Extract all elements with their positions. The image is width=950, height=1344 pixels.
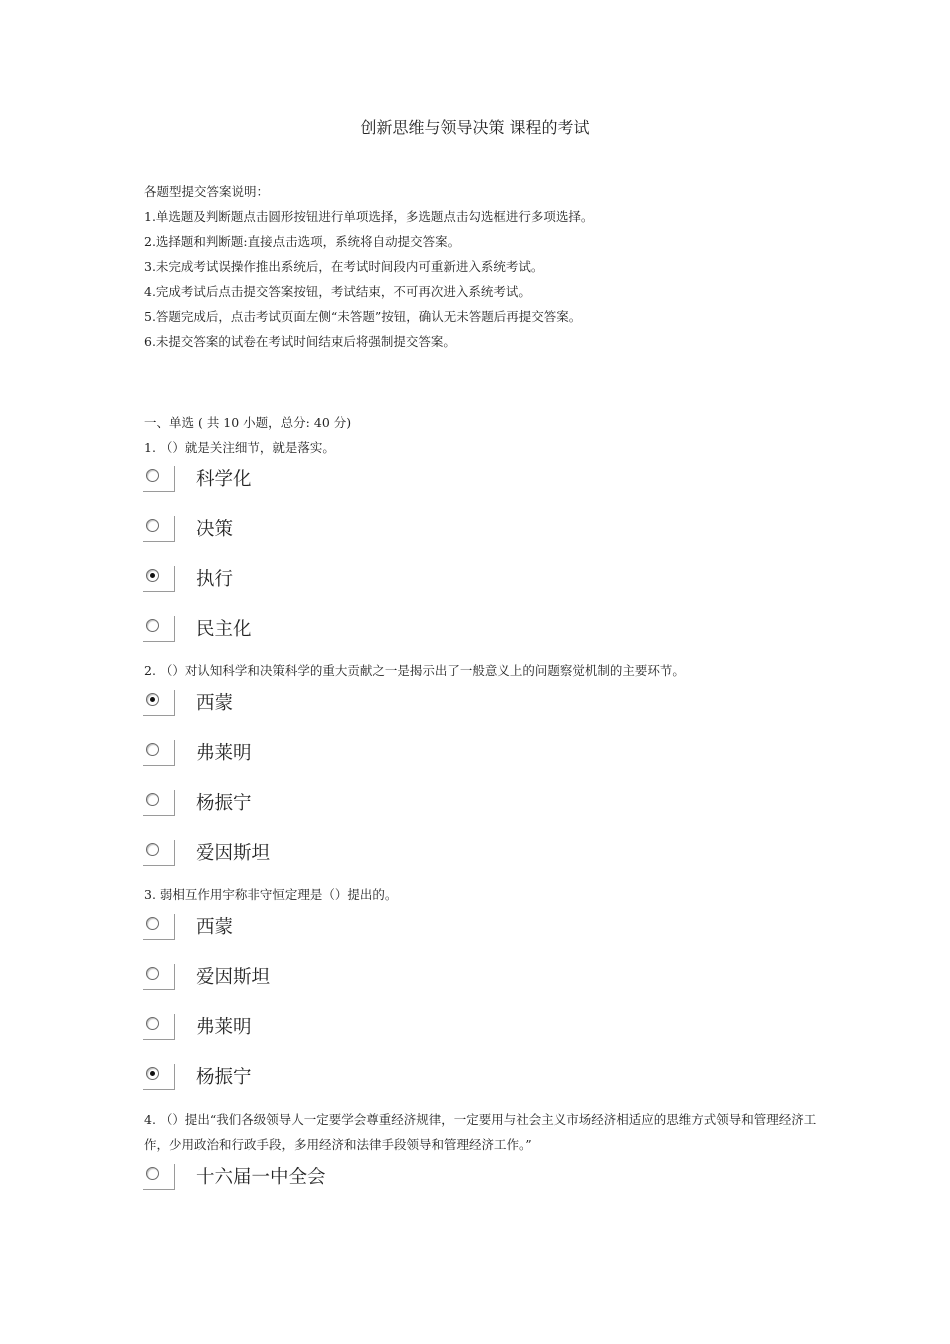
instruction-line: 1.单选题及判断题点击圆形按钮进行单项选择，多选题点击勾选框进行多项选择。 (144, 209, 594, 224)
page-title: 创新思维与领导决策 课程的考试 (360, 118, 590, 137)
radio-circle-icon (146, 469, 159, 482)
radio-circle-icon (146, 743, 159, 756)
question-text: 4. （）提出“我们各级领导人一定要学会尊重经济规律，一定要用与社会主义市场经济相适应的思维方式领导和管理经济工作，少用政治和行政手段，多用经济和法律手段领导和管理经济工作。” (144, 1112, 817, 1152)
option-label: 西蒙 (196, 917, 234, 938)
radio-button[interactable] (143, 1064, 175, 1090)
instruction-line: 3.未完成考试误操作推出系统后，在考试时间段内可重新进入系统考试。 (144, 259, 544, 274)
instruction-line: 2.选择题和判断题:直接点击选项，系统将自动提交答案。 (144, 234, 461, 249)
option-label: 弗莱明 (196, 743, 252, 764)
instruction-line: 4.完成考试后点击提交答案按钮，考试结束，不可再次进入系统考试。 (144, 284, 531, 299)
option-label: 科学化 (196, 469, 252, 490)
option-label: 决策 (196, 519, 234, 540)
radio-button[interactable] (143, 466, 175, 492)
section-heading: 一、单选 ( 共 10 小题，总分: 40 分) (144, 415, 352, 430)
instruction-line: 5.答题完成后，点击考试页面左侧“未答题”按钮，确认无未答题后再提交答案。 (144, 309, 582, 324)
radio-button[interactable] (143, 690, 175, 716)
radio-button[interactable] (143, 840, 175, 866)
instructions-heading: 各题型提交答案说明： (144, 184, 270, 199)
radio-button[interactable] (143, 566, 175, 592)
radio-circle-icon (146, 619, 159, 632)
radio-circle-icon (146, 1167, 159, 1180)
radio-circle-icon (146, 843, 159, 856)
radio-circle-icon (146, 1067, 159, 1080)
radio-circle-icon (146, 569, 159, 582)
radio-button[interactable] (143, 516, 175, 542)
option-label: 执行 (196, 569, 234, 590)
radio-circle-icon (146, 519, 159, 532)
radio-circle-icon (146, 917, 159, 930)
radio-button[interactable] (143, 616, 175, 642)
option-label: 杨振宁 (196, 1067, 252, 1088)
option-label: 西蒙 (196, 693, 234, 714)
radio-button[interactable] (143, 964, 175, 990)
radio-circle-icon (146, 793, 159, 806)
option-label: 杨振宁 (196, 793, 252, 814)
radio-button[interactable] (143, 790, 175, 816)
option-label: 弗莱明 (196, 1017, 252, 1038)
radio-button[interactable] (143, 740, 175, 766)
question-text: 1. （）就是关注细节，就是落实。 (144, 440, 335, 455)
option-label: 十六届一中全会 (196, 1167, 326, 1188)
option-label: 爱因斯坦 (196, 967, 271, 988)
radio-button[interactable] (143, 914, 175, 940)
radio-circle-icon (146, 1017, 159, 1030)
question-text: 3. 弱相互作用宇称非守恒定理是（）提出的。 (144, 887, 398, 902)
radio-button[interactable] (143, 1164, 175, 1190)
instruction-line: 6.未提交答案的试卷在考试时间结束后将强制提交答案。 (144, 334, 456, 349)
radio-button[interactable] (143, 1014, 175, 1040)
radio-circle-icon (146, 693, 159, 706)
option-label: 民主化 (196, 619, 252, 640)
radio-circle-icon (146, 967, 159, 980)
option-label: 爱因斯坦 (196, 843, 271, 864)
question-text: 2. （）对认知科学和决策科学的重大贡献之一是揭示出了一般意义上的问题察觉机制的主要环节。 (144, 663, 685, 678)
